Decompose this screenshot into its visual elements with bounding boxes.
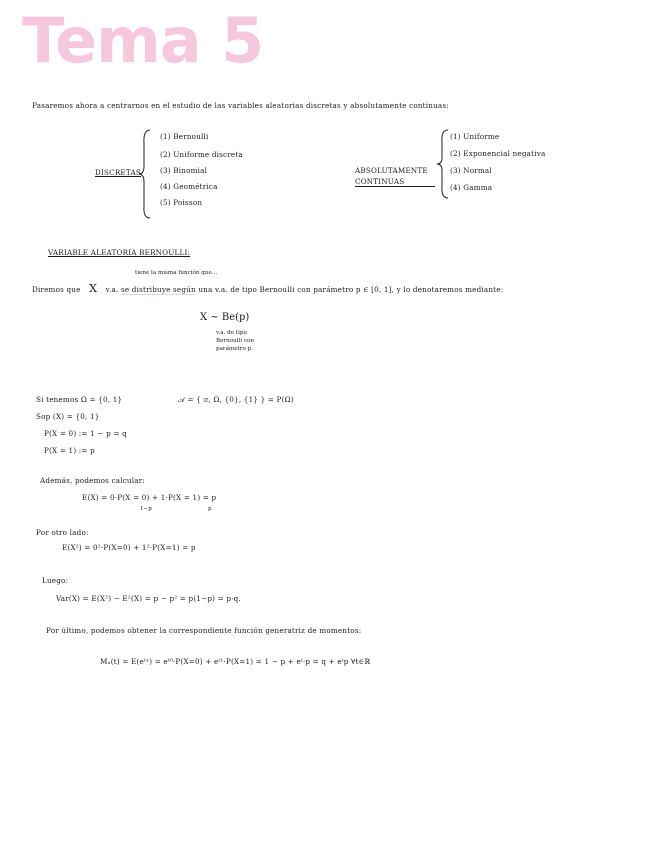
mean-under-1: 1−p (140, 506, 152, 512)
second-moment-equation: E(X²) = 0²·P(X=0) + 1²·P(X=1) = p (62, 543, 196, 552)
definition-highlight: se distribuye según (120, 285, 196, 294)
mgf-equation: Mₓ(t) = E(eᵗˣ) = eᵗ⁰·P(X=0) + eᵗ¹·P(X=1) = 1 − p + eᵗ·p = q + eᵗp ∀t∈ℝ (100, 657, 371, 666)
notation-note-1: v.a. de tipo (216, 330, 247, 336)
page-title: Tema 5 (22, 4, 264, 77)
variance-equation: Var(X) = E(X²) − E²(X) = p − p² = p(1−p) = p·q. (56, 594, 241, 603)
notation-note-3: parámetro p. (216, 346, 253, 352)
definition-after: una v.a. de tipo Bernoulli con parámetro p ∈ [0, 1], y lo denotaremos mediante: (198, 285, 504, 294)
mgf-intro: Por último, podemos obtener la correspondiente función generatriz de momentos: (46, 626, 362, 635)
support-p0: P(X = 0) := 1 − p = q (44, 429, 127, 438)
definition-before: Diremos que (32, 285, 81, 294)
variable-x: X (89, 282, 98, 295)
mean-under-2: p (208, 506, 212, 512)
continuas-underline (355, 186, 435, 187)
margin-note: tiene la misma función que... (135, 270, 218, 276)
continuas-item: (1) Uniforme (450, 132, 500, 141)
discretas-item: (3) Binomial (160, 166, 208, 175)
support-p1: P(X = 1) := p (44, 446, 95, 455)
definition-va: v.a. (105, 285, 119, 294)
discretas-item: (1) Bernoulli (160, 132, 209, 141)
second-moment-intro: Por otro lado: (36, 528, 89, 537)
continuas-item: (4) Gamma (450, 183, 493, 192)
intro-text: Pasaremos ahora a centrarnos en el estudio de las variables aleatorias discretas y absolutamente continuas: (32, 101, 449, 110)
support-omega: Si tenemos Ω = {0, 1} (36, 395, 123, 404)
discretas-item: (4) Geométrica (160, 182, 218, 191)
discretas-label: DISCRETAS (95, 168, 141, 177)
support-sigma-algebra: 𝒜 = { ∅, Ω, {0}, {1} } = P(Ω) (178, 395, 294, 404)
discretas-item: (5) Poisson (160, 198, 203, 207)
variance-intro: Luego: (42, 576, 69, 585)
support-sop: Sop (X) = {0, 1} (36, 412, 100, 421)
continuas-label-line1: ABSOLUTAMENTE (355, 166, 428, 175)
definition-line (32, 282, 503, 295)
mean-equation: E(X) = 0·P(X = 0) + 1·P(X = 1) = p (82, 493, 217, 502)
continuas-brace-icon (436, 128, 450, 200)
continuas-item: (3) Normal (450, 166, 492, 175)
continuas-label-line2: CONTINUAS (355, 177, 405, 186)
continuas-item: (2) Exponencial negativa (450, 149, 546, 158)
notation-note-2: Bernoulli con (216, 338, 254, 344)
discretas-brace-icon (138, 128, 152, 220)
discretas-item: (2) Uniforme discreta (160, 150, 243, 159)
notation-formula: X ~ Be(p) (200, 312, 250, 323)
mean-intro: Además, podemos calcular: (40, 476, 146, 485)
section-heading: VARIABLE ALEATORIA BERNOULLI: (48, 248, 191, 257)
